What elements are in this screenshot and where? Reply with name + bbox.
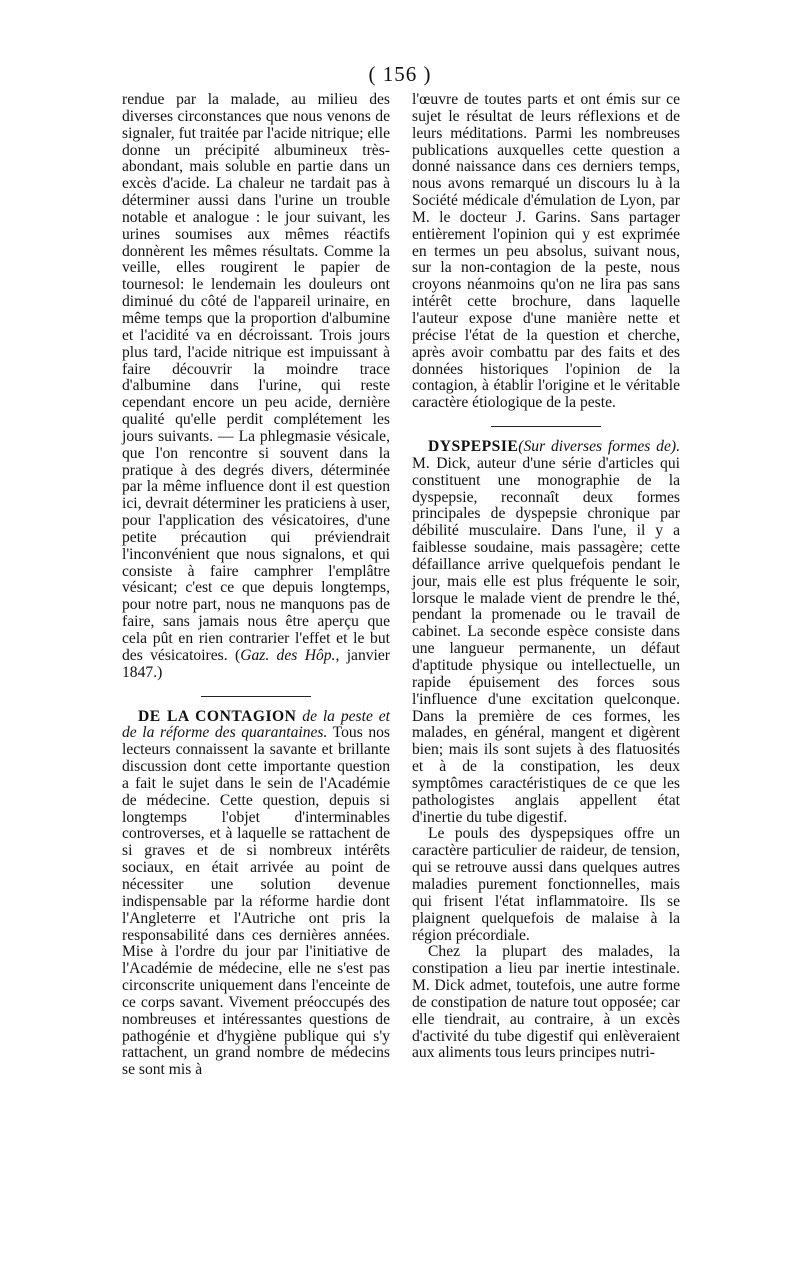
citation-source: Gaz. des Hôp. <box>240 646 336 664</box>
section-subtitle-contagion: de la peste et de la réforme des quarantaines. <box>122 707 390 742</box>
paragraph-dyspepsie <box>412 439 680 826</box>
section-divider <box>201 696 311 697</box>
page-number: ( 156 ) <box>368 62 432 86</box>
paragraph-text: rendue par la malade, au milieu des diverses circonstances que nous venons de signaler, fut traitée par l'acide nitrique; elle donne un précipité albumineux très-abondant, mais soluble en partie dans un excès d'acide. La chaleur ne tardait pas à déterminer aussi dans l'urine un trouble notable et analogue : le jour suivant, les urines soumises aux mêmes réactifs donnèrent les mêmes résultats. Comme la veille, elles rougirent le papier de tournesol: le lendemain les douleurs ont diminué du côté de l'appareil urinaire, en même temps que la proportion d'albumine et l'acidité va en décroissant. Trois jours plus tard, l'acide nitrique est impuissant à faire découvrir la moindre trace d'albumine dans l'urine, qui reste cependant encore un peu acide, dernière qualité qu'elle perdit complétement les jours suivants. — La phlegmasie vésicale, que l'on rencontre si souvent dans la pratique à des degrés divers, déterminée par la même influence dont il est question ici, devrait déterminer les praticiens à user, pour l'application des vésicatoires, d'une petite précaution qui préviendrait l'inconvénient que nous signalons, et qui consiste à faire camphrer l'emplâtre vésicant; c'est ce que depuis longtemps, pour notre part, nous ne manquons pas de faire, sans jamais nous être aperçu que cela pût en rien contrarier l'effet et le but des vésicatoires. ( <box>122 91 390 664</box>
section-divider <box>491 426 601 427</box>
paragraph-contagion-continued: l'œuvre de toutes parts et ont émis sur ce sujet le résultat de leurs réflexions et de leurs méditations. Parmi les nombreuses publications auxquelles cette question a donné naissance dans ces derniers temps, nous avons remarqué un discours lu à la Société médicale d'émulation de Lyon, par M. le docteur J. Garins. Sans partager entièrement l'opinion qui y est exprimée en termes un peu absolus, suivant nous, sur la non-contagion de la peste, nous croyons néanmoins qu'on ne lira pas sans intérêt cette brochure, dans laquelle l'auteur expose d'une manière nette et précise l'état de la question et cherche, après avoir combattu par des faits et des données historiques l'opinion de la contagion, à établir l'origine et le véritable caractère étiologique de la peste. <box>412 91 680 412</box>
paragraph-urine-observation <box>122 92 390 682</box>
paragraph-contagion <box>122 709 390 1080</box>
paragraph-pouls: Le pouls des dyspepsiques offre un caractère particulier de raideur, de tension, qui se retrouve aussi dans quelques autres maladies purement fonctionnelles, mais qui frisent l'état inflammatoire. Ils se plaignent quelquefois de malaise à la région précordiale. <box>412 825 680 944</box>
section-heading-dyspepsie: DYSPEPSIE <box>428 438 519 456</box>
paragraph-text: M. Dick, auteur d'une série d'articles qui constituent une monographie de la dyspepsie, reconnaît deux formes principales de dyspepsie chronique par débilité musculaire. Dans l'une, il y a faiblesse soudaine, mais passagère; cette défaillance arrive quelquefois pendant le jour, mais elle est plus fréquente le soir, lorsque le malade vient de prendre le thé, pendant la promenade ou le travail de cabinet. La seconde espèce consiste dans une langueur permanente, un défaut d'aptitude physique ou intellectuelle, un rapide épuisement des forces sous l'influence d'une excitation quelconque. Dans la première de ces formes, les malades, en général, mangent et digèrent bien; mais ils sont sujets à des flatuosités et à de la constipation, les deux symptômes caractéristiques de ce que les pathologistes anglais appellent état d'inertie du tube digestif. <box>412 454 680 826</box>
paragraph-text: Tous nos lecteurs connaissent la savante et brillante discussion dont cette importante question a fait le sujet dans le sein de l'Académie de médecine. Cette question, depuis si longtemps l'objet d'interminables controverses, et à laquelle se rattachent de si graves et de si nombreux intérêts sociaux, en était arrivée au point de nécessiter une solution devenue indispensable par la réforme hardie dont l'Angleterre et l'Autriche ont pris la responsabilité dans ces dernières années. Mise à l'ordre du jour par l'initiative de l'Académie de médecine, elle ne s'est pas circonscrite uniquement dans l'enceinte de ce corps savant. Vivement préoccupés des nombreuses et intéressantes questions de pathogénie et d'hygiène publique qui s'y rattachent, un grand nombre de médecins se sont mis à <box>122 724 390 1079</box>
section-subtitle-dyspepsie: (Sur diverses formes de). <box>518 438 680 456</box>
section-heading-contagion: DE LA CONTAGION <box>138 707 297 725</box>
left-column <box>122 92 390 1079</box>
right-column <box>412 92 680 1062</box>
citation-date: , janvier 1847.) <box>122 646 390 681</box>
paragraph-constipation: Chez la plupart des malades, la constipation a lieu par inertie intestinale. M. Dick admet, toutefois, une autre forme de constipation de nature tout opposée; car elle tiendrait, au contraire, à un excès d'activité du tube digestif qui enlèveraient aux aliments tous leurs principes nutri- <box>412 943 680 1062</box>
